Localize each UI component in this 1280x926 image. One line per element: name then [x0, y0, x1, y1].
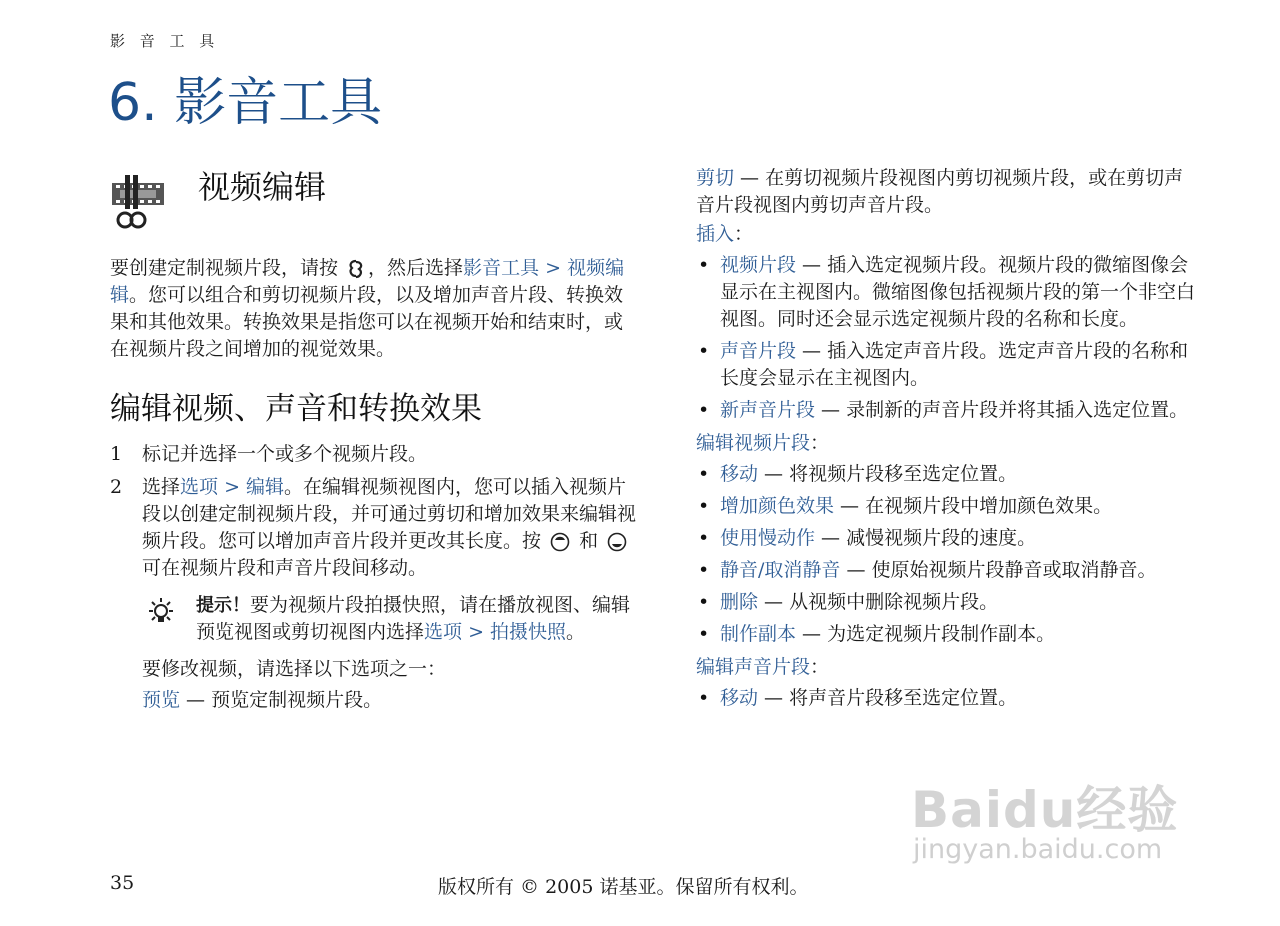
link-cut[interactable]: 剪切 [696, 167, 735, 189]
link-move-sound[interactable]: 移动 [720, 687, 759, 709]
subheading: 编辑视频、声音和转换效果 [110, 391, 482, 427]
list-item: • 声音片段 — 插入选定声音片段。选定声音片段的名称和长度会显示在主视图内。 [696, 338, 1196, 392]
steps-list [110, 441, 640, 582]
link-edit-video-clip[interactable]: 编辑视频片段 [696, 432, 811, 454]
link-edit[interactable]: 编辑 [246, 476, 285, 498]
link-slow-motion[interactable]: 使用慢动作 [720, 527, 816, 549]
list-item: • 移动 — 将视频片段移至选定位置。 [696, 461, 1196, 488]
edit-video-heading: 编辑视频片段： [696, 432, 830, 454]
right-column [696, 165, 1196, 718]
link-take-snapshot[interactable]: 拍摄快照 [490, 621, 567, 643]
link-media-tools[interactable]: 影音工具 [463, 257, 540, 279]
cut-option: 剪切 — 在剪切视频片段视图内剪切视频片段，或在剪切声音片段视图内剪切声音片段。 [696, 167, 1184, 216]
link-move[interactable]: 移动 [720, 463, 759, 485]
chapter-title: 6. 影音工具 [108, 73, 383, 133]
section-title: 视频编辑 [198, 168, 327, 206]
list-item: 1 标记并选择一个或多个视频片段。 [110, 441, 640, 468]
watermark-brand: Baidu经验 [911, 781, 1179, 839]
list-item: • 视频片段 — 插入选定视频片段。视频片段的微缩图像会显示在主视图内。微缩图像包括视频片段的第一个非空白视图。同时还会显示选定视频片段的名称和长度。 [696, 252, 1196, 333]
list-item: • 使用慢动作 — 减慢视频片段的速度。 [696, 525, 1196, 552]
tip-label: 提示！ [196, 595, 250, 616]
modify-instruction: 要修改视频，请选择以下选项之一： [142, 658, 447, 680]
list-item: • 删除 — 从视频中删除视频片段。 [696, 589, 1196, 616]
link-edit-sound-clip[interactable]: 编辑声音片段 [696, 656, 811, 678]
link-preview[interactable]: 预览 [142, 689, 181, 711]
list-item: • 移动 — 将声音片段移至选定位置。 [696, 685, 1196, 712]
breadcrumb-separator: > [462, 621, 491, 643]
link-mute-unmute[interactable]: 静音/取消静音 [720, 559, 841, 581]
link-options[interactable]: 选项 [424, 621, 463, 643]
list-item: • 增加颜色效果 — 在视频片段中增加颜色效果。 [696, 493, 1196, 520]
edit-sound-list [696, 685, 1196, 712]
watermark-url: jingyan.baidu.com [913, 834, 1163, 865]
copyright-notice: 版权所有 © 2005 诺基亚。保留所有权利。 [438, 876, 809, 898]
link-new-sound-clip[interactable]: 新声音片段 [720, 399, 816, 421]
list-item: • 静音/取消静音 — 使原始视频片段静音或取消静音。 [696, 557, 1196, 584]
link-add-color-effect[interactable]: 增加颜色效果 [720, 495, 835, 517]
edit-video-list [696, 461, 1196, 648]
watermark [905, 762, 1205, 872]
tip-text: 提示！要为视频片段拍摄快照，请在播放视图、编辑预览视图或剪切视图内选择选项 > 拍摄快照。 [196, 594, 631, 643]
list-item: • 制作副本 — 为选定视频片段制作副本。 [696, 621, 1196, 648]
list-item: 2 选择选项 > 编辑。在编辑视频视图内，您可以插入视频片段以创建定制视频片段，并可通过剪切和增加效果来编辑视频片段。您可以增加声音片段并更改其长度。按 和 可在视频片段和声音片段间移动。 [110, 476, 637, 579]
link-duplicate[interactable]: 制作副本 [720, 623, 797, 645]
film-scissors-icon [110, 173, 166, 233]
section-header [110, 165, 640, 235]
preview-option: 预览 — 预览定制视频片段。 [142, 689, 383, 711]
breadcrumb-separator: > [539, 257, 568, 279]
lightbulb-icon [146, 596, 176, 626]
link-delete[interactable]: 删除 [720, 591, 759, 613]
joystick-up-icon [550, 532, 570, 552]
insert-list [696, 252, 1196, 424]
menu-key-icon [347, 259, 365, 279]
page-number: 35 [110, 872, 135, 894]
breadcrumb-separator: > [218, 476, 247, 498]
intro-paragraph: 要创建定制视频片段，请按 ，然后选择影音工具 > 视频编辑。您可以组合和剪切视频片段，以及增加声音片段、转换效果和其他效果。转换效果是指您可以在视频开始和结束时，或在视频片段之间增加的视觉效果。 [110, 257, 625, 360]
link-options[interactable]: 选项 [180, 476, 219, 498]
tip-box [110, 592, 640, 646]
list-item: • 新声音片段 — 录制新的声音片段并将其插入选定位置。 [696, 397, 1196, 424]
left-column [110, 165, 640, 714]
insert-heading: 插入： [696, 223, 754, 245]
link-video-editor[interactable]: 视频编辑 [110, 257, 625, 306]
link-sound-clip[interactable]: 声音片段 [720, 340, 797, 362]
step-number: 2 [110, 476, 123, 498]
step-number: 1 [110, 443, 123, 465]
joystick-down-icon [607, 532, 627, 552]
link-insert[interactable]: 插入 [696, 223, 735, 245]
edit-sound-heading: 编辑声音片段： [696, 656, 830, 678]
running-header: 影 音 工 具 [110, 32, 220, 50]
link-video-clip[interactable]: 视频片段 [720, 254, 797, 276]
